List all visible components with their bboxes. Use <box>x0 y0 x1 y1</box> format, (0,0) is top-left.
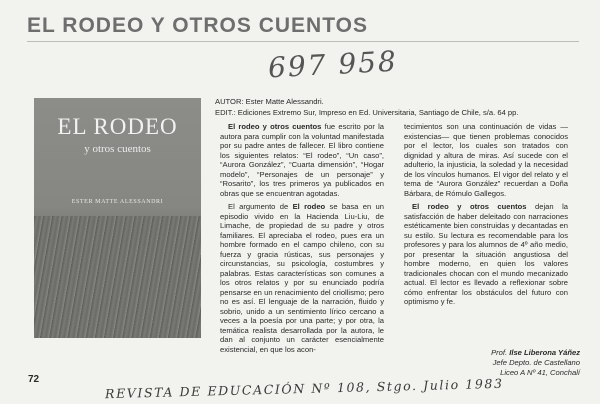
handwritten-source-note: REVISTA DE EDUCACIÓN Nº 108, Stgo. Julio 1983 <box>104 375 504 402</box>
reviewer-prefix: Prof. <box>491 348 510 357</box>
book-cover-image <box>34 98 201 338</box>
reviewer-signature <box>404 348 580 378</box>
cover-photo <box>34 216 201 338</box>
section-title: EL RODEO Y OTROS CUENTOS <box>27 14 369 37</box>
reviewer-role: Jefe Depto. de Castellano <box>492 358 580 367</box>
book-title-bold: El rodeo <box>292 202 326 211</box>
review-column-right <box>404 122 568 311</box>
cover-author: ESTER MATTE ALESSANDRI <box>71 199 164 205</box>
reviewer-school: Liceo A Nº 41, Conchalí <box>500 368 580 377</box>
book-title-bold: El rodeo y otros cuentos <box>228 122 322 131</box>
handwritten-catalog-number: 697 958 <box>267 44 399 85</box>
book-title-bold: El rodeo y otros cuentos <box>412 202 527 211</box>
author-line: AUTOR: Ester Matte Alessandri. <box>215 97 324 106</box>
paragraph <box>220 122 384 198</box>
paragraph-text: dejan la satisfacción de haber deleitado con narraciones estéticamente bien construidas y decantadas en su estilo. Su lectura es recomendable para los profesores y para los alumnos de 4º año medio, por presentar la situación angustiosa del hombre moderno, en quien los valores tradicionales chocan con el mundo mecanizado actual. El lector es llevado a reflexionar sobre cómo enfrentar los obstáculos del futuro con optimismo y fe. <box>404 202 568 306</box>
paragraph <box>404 202 568 307</box>
edition-line: EDIT.: Ediciones Extremo Sur, Impreso en Ed. Universitaria, Santiago de Chile, s/a. 64 pp. <box>215 108 519 117</box>
paragraph <box>220 202 384 354</box>
review-column-left <box>220 122 384 358</box>
paragraph-text: El argumento de <box>228 202 293 211</box>
title-divider <box>27 41 579 42</box>
book-metadata <box>215 96 585 118</box>
page-number: 72 <box>28 374 40 385</box>
reviewer-name: Ilse Liberona Yáñez <box>509 348 580 357</box>
paragraph-text: se basa en un episodio vivido en la Hacienda Liu-Liu, de Limache, de propiedad de su padre y otros familiares. El apreciaba el rodeo, pues era un hombre formado en el campo chileno, con su fuerza y gracia rústicas, sus personajes y circunstancias, su psicología, costumbres y palabras. Estas características son comunes a los otros relatos y por su enunciado podría pensarse en un renacimiento del criollismo; pero no es así. El lenguaje de la narración, fluido y sobrio, unido a un sentimiento lírico cercano a veces a la poesía por una parte; y por otra, la temática realista desarrollada por la autora, le dan al conjunto un carácter esencialmente existencial, en que los acon- <box>220 202 384 354</box>
paragraph <box>404 122 568 198</box>
paragraph-text: tecimientos son una continuación de vidas —existencias— que tienen problemas conocidos por el lector, los cuales son tratados con dignidad y altura de miras. Así sucede con el adulterio, la injusticia, la soledad y la necesidad de los vínculos humanos. El vigor del relato y el tema de “Aurora González” recuerdan a Doña Bárbara, de Rómulo Gallegos. <box>404 122 568 198</box>
cover-title: EL RODEO <box>57 114 178 139</box>
paragraph-text: fue escrito por la autora para cumplir con la voluntad manifestada por su padre antes de fallecer. El libro contiene los siguientes relatos: “El rodeo”, “Un caso”, “Aurora González”, “Cuarta dimensión”, “Hogar modelo”, “Personajes de un personaje” y “Rosarito”, los tres primeros ya publicados en obras que se encuentran agotadas. <box>220 122 384 198</box>
cover-subtitle: y otros cuentos <box>84 143 151 155</box>
